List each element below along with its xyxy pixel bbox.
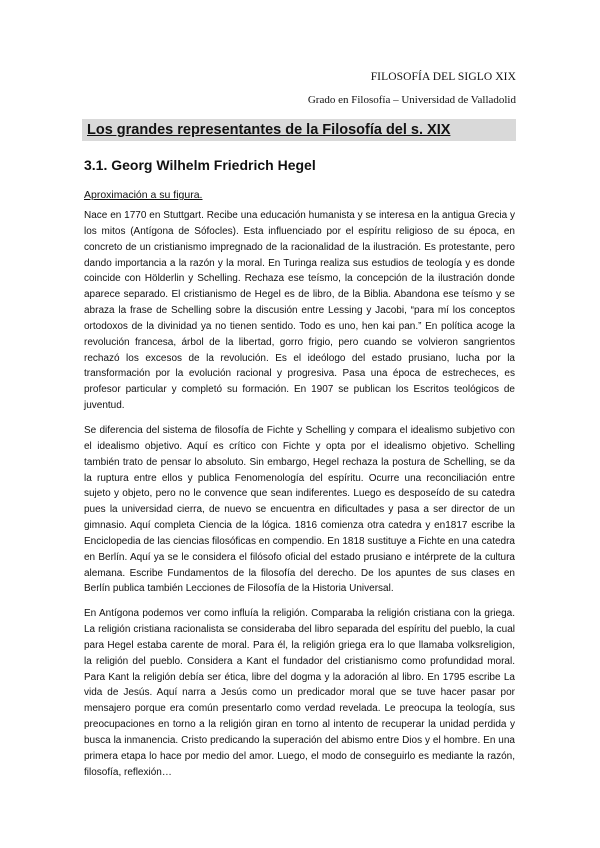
section-title: Los grandes representantes de la Filosofía del s. XIX	[82, 119, 516, 141]
intro-label: Aproximación a su figura.	[84, 189, 203, 201]
course-title: FILOSOFÍA DEL SIGLO XIX	[370, 71, 516, 83]
document-body	[84, 208, 515, 790]
paragraph-biography: Nace en 1770 en Stuttgart. Recibe una educación humanista y se interesa en la antigua Grecia y los mitos (Antígona de Sófocles). Esta influenciado por el espíritu religioso de su época, en concreto de un cristianismo impregnado de la racionalidad de la ilustración. Es protestante, pero dando importancia a la razón y la moral. En Turinga realiza sus estudios de teología y es donde coincide con Hölderlin y Schelling. Rechaza ese teísmo, la concepción de la ilustración donde aparece separado. El cristianismo de Hegel es de libro, de la Biblia. Abandona ese teísmo y se abraza la frase de Schelling sobre la discusión entre Lessing y Jacobi, “para mí los conceptos ortodoxos de la divinidad ya no tienen sentido. Todo es uno, hen kai pan.” En política acoge la revolución francesa, árbol de la libertad, gorro frigio, pero cuando se volvieron sangrientos rechazó los excesos de la revolución. Es el ideólogo del estado prusiano, lucha por la transformación por la evolución racional y progresiva. Pasa una época de estrecheces, es profesor particular y completó su formación. En 1907 se publican los Escritos teológicos de juventud.	[84, 210, 515, 412]
course-subtitle: Grado en Filosofía – Universidad de Valladolid	[307, 94, 516, 106]
paragraph-religion: En Antígona podemos ver como influía la religión. Comparaba la religión cristiana con la griega. La religión cristiana racionalista se consideraba del libro separada del espíritu del pueblo, la cual para Hegel estaba carente de moral. Para él, la religión griega era lo que llamaba volksreligion, la religión del pueblo. Considera a Kant el fundador del cristianismo como profundidad moral. Para Kant la religión debía ser ética, libre del dogma y la adoración al libro. En 1795 escribe La vida de Jesús. Aquí narra a Jesús como un predicador moral que se tuve hacer pasar por mensajero porque era común presentarlo como verdad revelada. Le preocupa la teología, sus preocupaciones en torno a la religión giran en torno al intento de recuperar la unidad perdida y busca la inmanencia. Cristo predicando la superación del abismo entre Dios y el hombre. En una primera etapa lo hace por medio del amor. Luego, el modo de conseguirlo es mediante la razón, filosofía, reflexión…	[84, 608, 515, 778]
subsection-title: 3.1. Georg Wilhelm Friedrich Hegel	[84, 157, 316, 173]
paragraph-fichte-schelling: Se diferencia del sistema de filosofía de Fichte y Schelling y compara el idealismo subjetivo con el idealismo objetivo. Aquí es crítico con Fichte y opta por el idealismo objetivo. Schelling también trato de pensar lo absoluto. Sin embargo, Hegel rechaza la postura de Schelling, se da la ruptura entre ellos y publica Fenomenología del espíritu. Ocurre una reconciliación entre sujeto y objeto, pero no le convence que sean indiferentes. Luego es desposeído de su catedra pues la universidad cierra, de nuevo se encuentra en dificultades y pasa a ser director de un gimnasio. Aquí completa Ciencia de la lógica. 1816 comienza otra catedra y en1817 escribe la Enciclopedia de las ciencias filosóficas en compendio. En 1818 sustituye a Fichte en una catedra en Berlín. Aquí ya se le considera el filósofo oficial del estado prusiano e intérprete de la cultura alemana. Escribe Fundamentos de la filosofía del derecho. De los apuntes de sus clases en Berlín publica también Lecciones de Filosofía de la Historia Universal.	[84, 424, 515, 595]
